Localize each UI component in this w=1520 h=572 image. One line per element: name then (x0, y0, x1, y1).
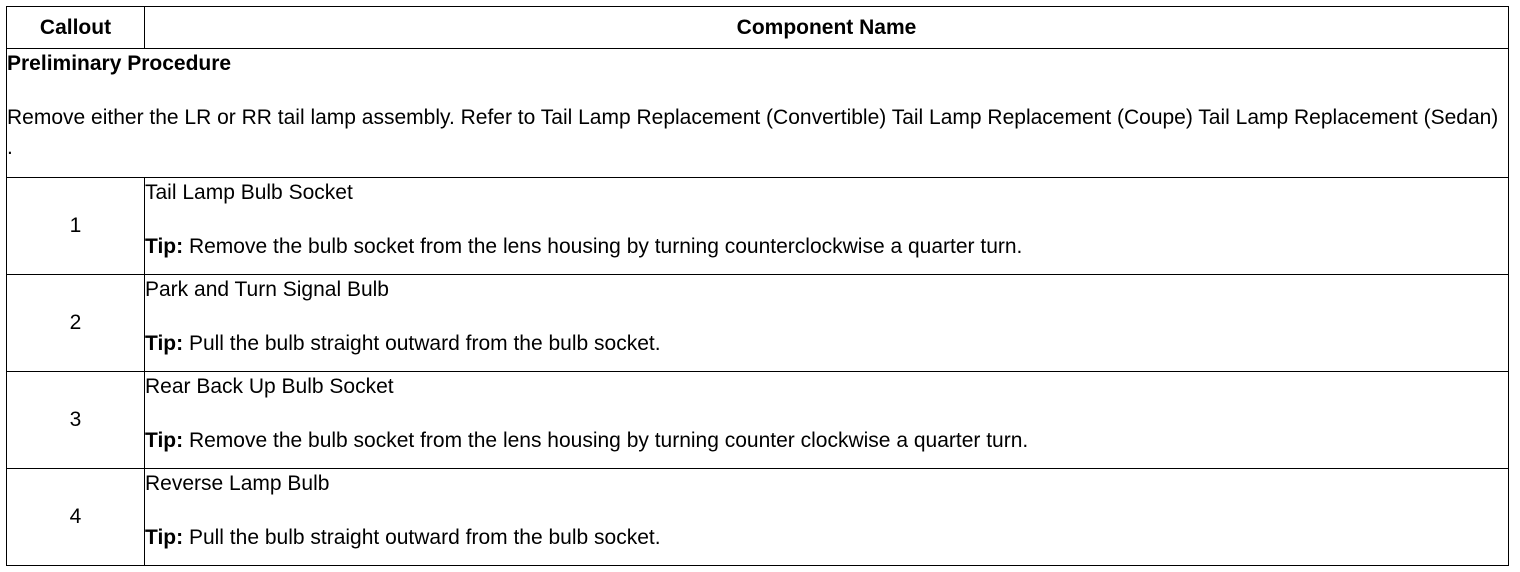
component-cell (145, 469, 1509, 566)
tip-text: Pull the bulb straight outward from the bulb socket. (188, 332, 661, 355)
tip-text: Remove the bulb socket from the lens housing by turning counterclockwise a quarter turn. (188, 235, 1023, 258)
component-name: Tail Lamp Bulb Socket (145, 181, 353, 204)
tip-line (145, 232, 1508, 262)
table-row (7, 372, 1509, 469)
callout-number: 3 (7, 372, 145, 469)
component-cell (145, 372, 1509, 469)
component-name-column-header: Component Name (145, 7, 1509, 49)
callout-number: 4 (7, 469, 145, 566)
preliminary-procedure-text: Remove either the LR or RR tail lamp assembly. Refer to Tail Lamp Replacement (Convertible) Tail Lamp Replacement (Coupe) Tail Lamp Replacement (Sedan) . (7, 106, 1499, 159)
table-row (7, 275, 1509, 372)
callout-number: 1 (7, 178, 145, 275)
tip-line (145, 426, 1508, 456)
tip-label: Tip: (145, 429, 184, 452)
table-header-row (7, 7, 1509, 49)
tip-label: Tip: (145, 332, 184, 355)
component-name: Reverse Lamp Bulb (145, 472, 330, 495)
tip-text: Remove the bulb socket from the lens housing by turning counter clockwise a quarter turn. (188, 429, 1029, 452)
tip-line (145, 523, 1508, 553)
component-name: Park and Turn Signal Bulb (145, 278, 389, 301)
tip-label: Tip: (145, 235, 184, 258)
component-cell (145, 178, 1509, 275)
tip-label: Tip: (145, 526, 184, 549)
component-name: Rear Back Up Bulb Socket (145, 375, 394, 398)
tip-line (145, 329, 1508, 359)
preliminary-procedure-heading: Preliminary Procedure (7, 52, 232, 75)
table-row (7, 178, 1509, 275)
component-cell (145, 275, 1509, 372)
tip-text: Pull the bulb straight outward from the bulb socket. (188, 526, 661, 549)
preliminary-procedure-row (7, 49, 1509, 178)
procedure-table (6, 6, 1509, 566)
callout-column-header: Callout (7, 7, 145, 49)
callout-number: 2 (7, 275, 145, 372)
table-row (7, 469, 1509, 566)
preliminary-procedure-cell (7, 49, 1509, 178)
